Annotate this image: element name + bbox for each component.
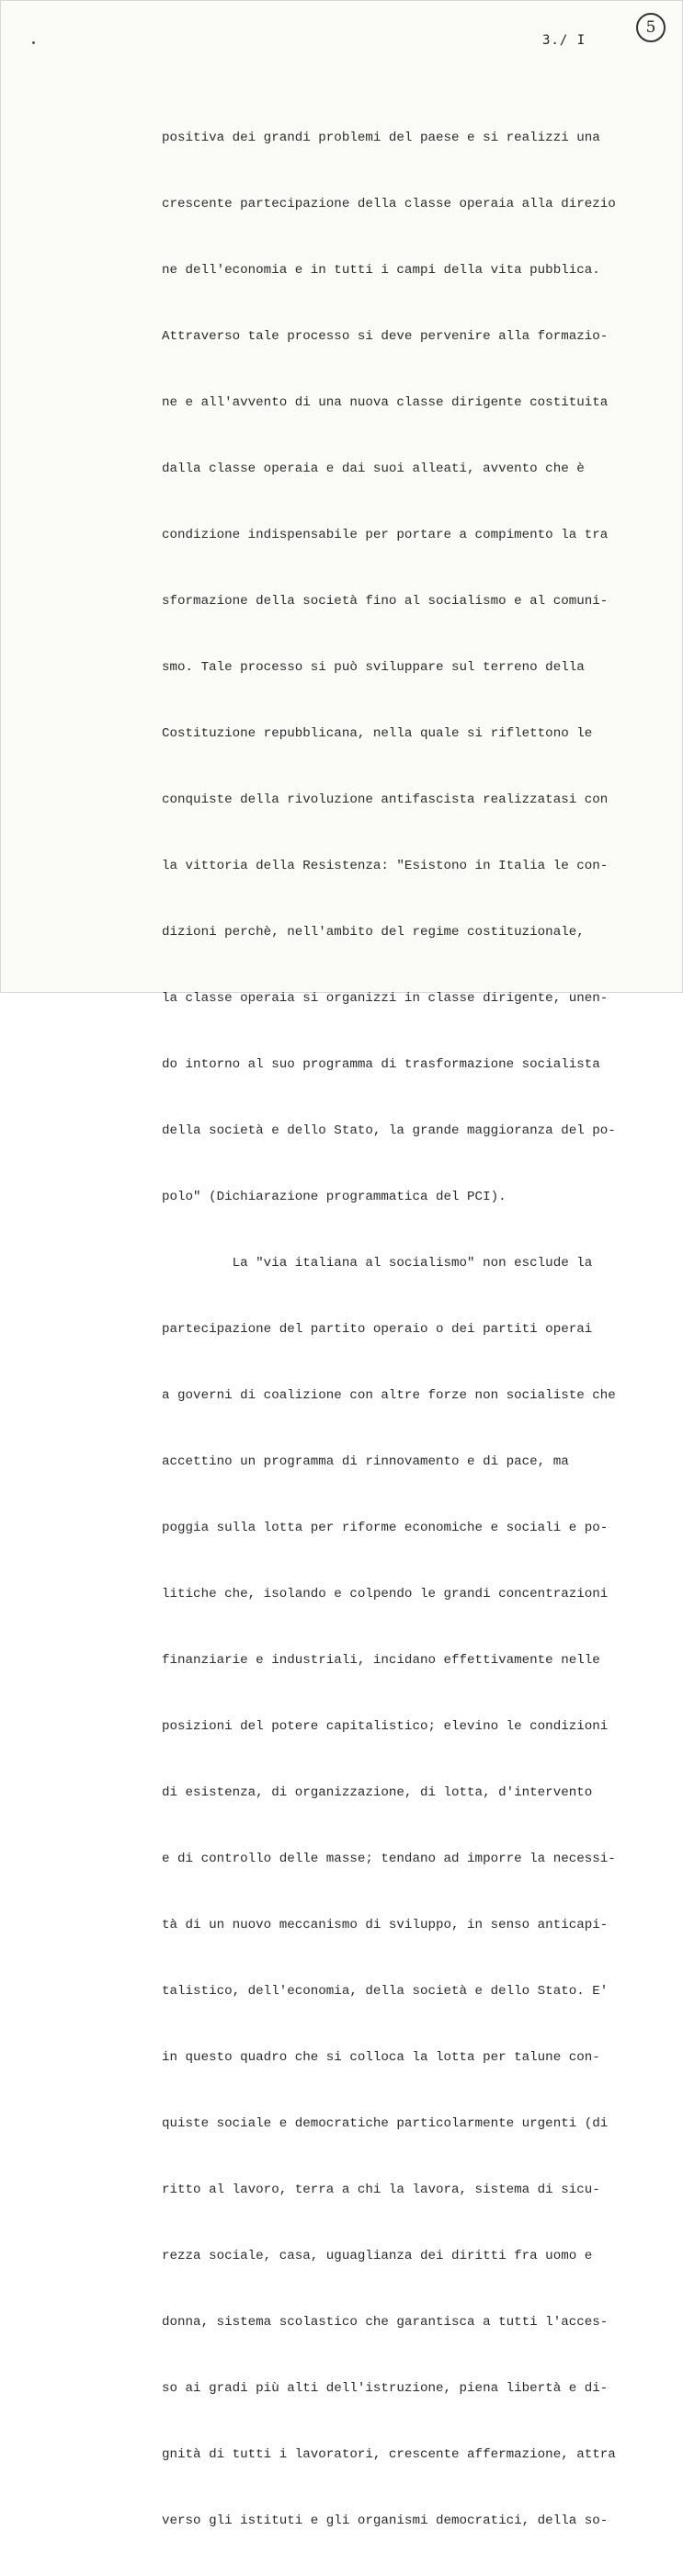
- typed-page-label: 3./ I: [542, 33, 586, 48]
- text-line: litiche che, isolando e colpendo le grandi concentrazioni: [162, 1587, 609, 1601]
- text-line: conquiste della rivoluzione antifascista realizzatasi con: [162, 792, 609, 807]
- text-line: talistico, dell'economia, della società e dello Stato. E': [162, 1984, 609, 1999]
- text-line: positiva dei grandi problemi del paese e si realizzi una: [162, 131, 600, 145]
- text-line: polo" (Dichiarazione programmatica del PCI).: [162, 1190, 507, 1204]
- text-line: in questo quadro che si colloca la lotta per talune con-: [162, 2050, 600, 2065]
- text-line: dizioni perchè, nell'ambito del regime costituzionale,: [162, 925, 585, 940]
- circled-page-number: 5: [636, 13, 666, 42]
- text-line: so ai gradi più alti dell'istruzione, piena libertà e di-: [162, 2381, 609, 2396]
- text-line: finanziarie e industriali, incidano effettivamente nelle: [162, 1653, 600, 1668]
- text-line: a governi di coalizione con altre forze non socialiste che: [162, 1388, 616, 1403]
- text-line: verso gli istituti e gli organismi democratici, della so-: [162, 2513, 609, 2528]
- text-line: quiste sociale e democratiche particolarmente urgenti (di: [162, 2116, 609, 2131]
- text-line: rezza sociale, casa, uguaglianza dei diritti fra uomo e: [162, 2249, 593, 2263]
- typed-body-text: [162, 83, 635, 2576]
- text-line: La "via italiana al socialismo" non esclude la: [162, 1256, 593, 1271]
- text-line: di esistenza, di organizzazione, di lotta, d'intervento: [162, 1785, 593, 1800]
- text-line: ne e all'avvento di una nuova classe dirigente costituita: [162, 395, 609, 410]
- text-line: la vittoria della Resistenza: "Esistono in Italia le con-: [162, 859, 609, 873]
- text-line: ritto al lavoro, terra a chi la lavora, sistema di sicu-: [162, 2183, 600, 2197]
- text-line: poggia sulla lotta per riforme economiche e sociali e po-: [162, 1521, 609, 1535]
- text-line: Costituzione repubblicana, nella quale si riflettono le: [162, 726, 593, 741]
- text-line: Attraverso tale processo si deve pervenire alla formazio-: [162, 329, 609, 344]
- text-line: condizione indispensabile per portare a compimento la tra: [162, 528, 609, 542]
- text-line: smo. Tale processo si può sviluppare sul terreno della: [162, 660, 585, 675]
- text-line: la classe operaia si organizzi in classe dirigente, unen-: [162, 991, 609, 1006]
- text-line: accettino un programma di rinnovamento e di pace, ma: [162, 1454, 569, 1469]
- text-line: dalla classe operaia e dai suoi alleati, avvento che è: [162, 462, 585, 476]
- text-line: donna, sistema scolastico che garantisca a tutti l'acces-: [162, 2315, 609, 2330]
- text-line: e di controllo delle masse; tendano ad imporre la necessi-: [162, 1852, 616, 1866]
- text-line: crescente partecipazione della classe operaia alla direzio: [162, 197, 616, 211]
- text-line: tà di un nuovo meccanismo di sviluppo, in senso anticapi-: [162, 1918, 609, 1932]
- scan-speck: [32, 41, 35, 44]
- text-line: gnità di tutti i lavoratori, crescente affermazione, attra: [162, 2447, 616, 2462]
- text-line: posizioni del potere capitalistico; elevino le condizioni: [162, 1719, 609, 1734]
- text-line: della società e dello Stato, la grande maggioranza del po-: [162, 1123, 616, 1138]
- text-line: ne dell'economia e in tutti i campi della vita pubblica.: [162, 263, 600, 278]
- text-line: do intorno al suo programma di trasformazione socialista: [162, 1057, 600, 1072]
- text-line: sformazione della società fino al socialismo e al comuni-: [162, 594, 609, 609]
- text-line: partecipazione del partito operaio o dei partiti operai: [162, 1322, 593, 1337]
